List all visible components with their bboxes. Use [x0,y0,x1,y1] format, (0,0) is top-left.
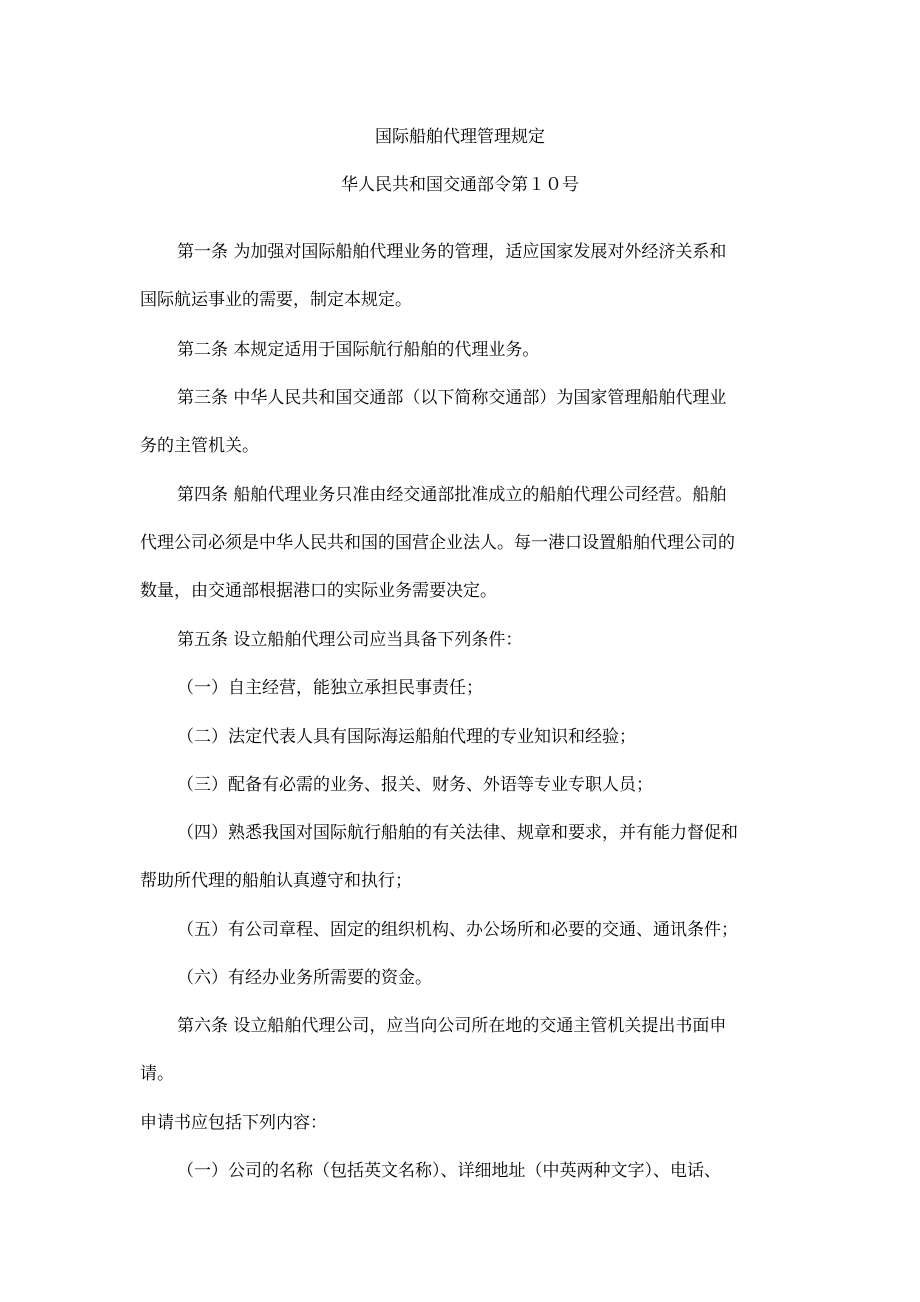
article-5-item-5 [140,906,780,954]
text-line: （五）有公司章程、固定的组织机构、办公场所和必要的交通、通讯条件； [177,920,738,940]
document-subtitle: 华人民共和国交通部令第１０号 [341,175,579,195]
text-line: 第五条 设立船舶代理公司应当具备下列条件： [177,630,523,650]
text-line: 申请书应包括下列内容： [140,1113,327,1133]
text-line: 第四条 船舶代理业务只准由经交通部批准成立的船舶代理公司经营。船舶 [177,485,727,505]
text-line: 第三条 中华人民共和国交通部（以下简称交通部）为国家管理船舶代理业 [177,388,727,408]
text-line: （一）自主经营，能独立承担民事责任； [177,678,483,698]
article-5-item-4 [140,809,780,905]
article-3 [140,374,780,470]
article-2 [140,326,780,374]
article-5-item-3 [140,761,780,809]
text-line: 务的主管机关。 [140,436,259,456]
text-line: （六）有经办业务所需要的资金。 [177,968,432,988]
text-line: 请。 [140,1064,174,1084]
application-item-1 [140,1147,780,1195]
text-line: 代理公司必须是中华人民共和国的国营企业法人。每一港口设置船舶代理公司的 [140,533,735,553]
application-contents-intro [140,1099,780,1147]
text-line: 第二条 本规定适用于国际航行船舶的代理业务。 [177,340,540,360]
text-line: 帮助所代理的船舶认真遵守和执行； [140,871,412,891]
article-5-item-1 [140,664,780,712]
article-5 [140,616,780,664]
text-line: 国际航运事业的需要，制定本规定。 [140,290,412,310]
text-line: 第一条 为加强对国际船舶代理业务的管理，适应国家发展对外经济关系和 [177,242,727,262]
document-title: 国际船舶代理管理规定 [375,127,545,147]
text-line: （二）法定代表人具有国际海运船舶代理的专业知识和经验； [177,727,636,747]
text-line: （一）公司的名称（包括英文名称）、详细地址（中英两种文字）、电话、 [177,1161,721,1181]
article-5-item-2 [140,713,780,761]
text-line: （四）熟悉我国对国际航行船舶的有关法律、规章和要求，并有能力督促和 [177,823,738,843]
text-line: （三）配备有必需的业务、报关、财务、外语等专业专职人员； [177,775,653,795]
text-line: 第六条 设立船舶代理公司，应当向公司所在地的交通主管机关提出书面申 [177,1016,727,1036]
article-4 [140,471,780,615]
article-6 [140,1002,780,1098]
text-line: 数量，由交通部根据港口的实际业务需要决定。 [140,581,497,601]
article-1 [140,228,780,324]
article-5-item-6 [140,954,780,1002]
